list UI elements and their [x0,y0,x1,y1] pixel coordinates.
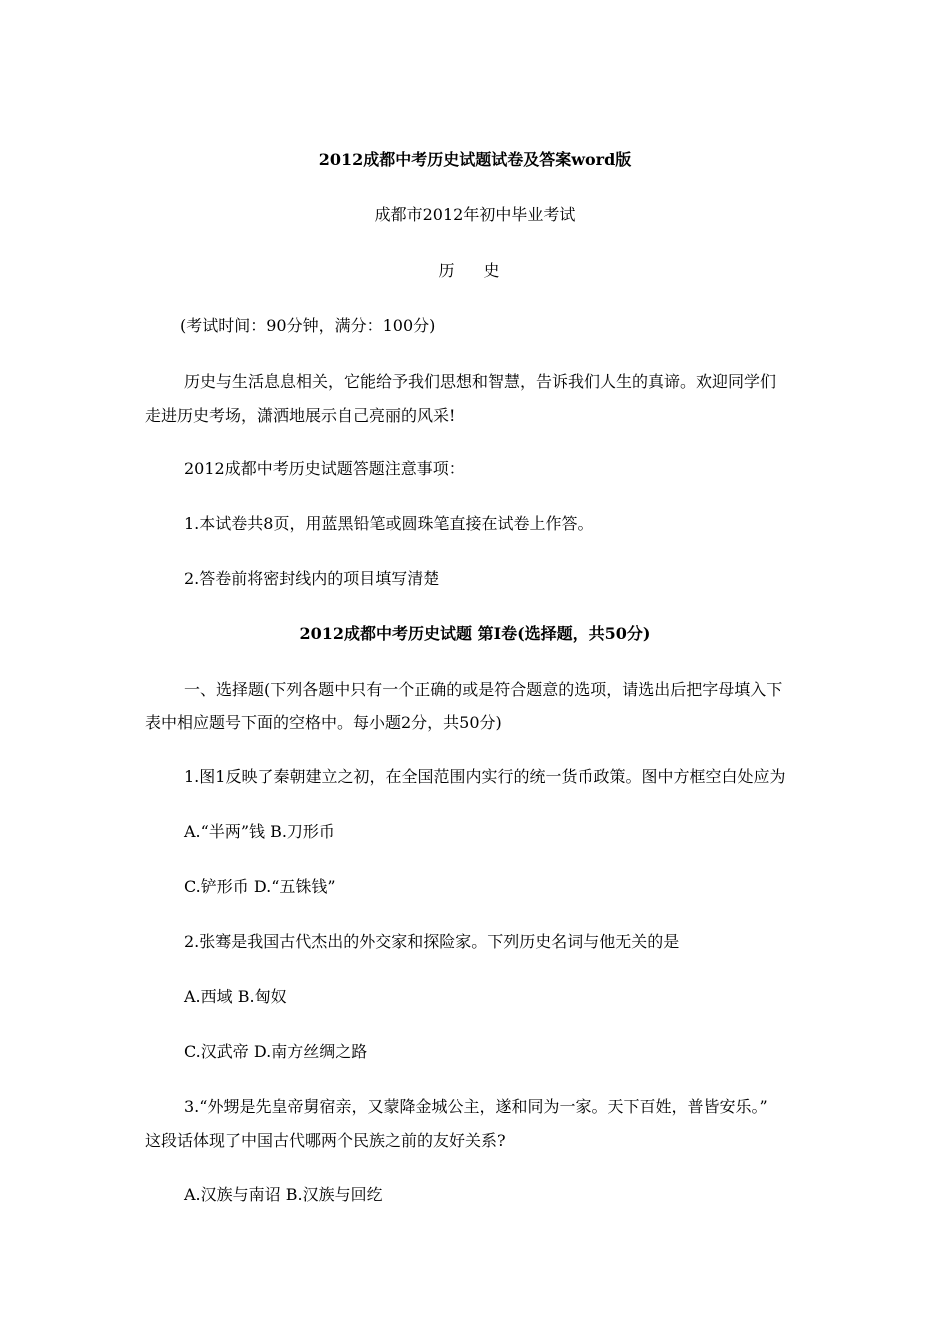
part1-instructions-line-2: 表中相应题号下面的空格中。每小题2分，共50分) [145,713,502,732]
question-2-options-ab: A.西域 B.匈奴 [184,987,287,1006]
intro-paragraph-line-2: 走进历史考场，潇洒地展示自己亮丽的风采! [145,406,456,425]
note-item-1: 1.本试卷共8页，用蓝黑铅笔或圆珠笔直接在试卷上作答。 [184,514,594,533]
exam-subtitle: 成都市2012年初中毕业考试 [374,205,576,224]
question-1-options-cd: C.铲形币 D.“五铢钱” [184,877,336,896]
question-3-options-ab: A.汉族与南诏 B.汉族与回纥 [184,1185,383,1204]
section-title: 2012成都中考历史试题 第Ⅰ卷(选择题，共50分) [299,624,651,643]
note-item-2: 2.答卷前将密封线内的项目填写清楚 [184,569,440,588]
part1-instructions-line-1: 一、选择题(下列各题中只有一个正确的或是符合题意的选项，请选出后把字母填入下 [184,680,783,699]
subject-heading: 历 史 [438,261,512,280]
document-title: 2012成都中考历史试题试卷及答案word版 [318,150,632,169]
question-2-options-cd: C.汉武帝 D.南方丝绸之路 [184,1042,368,1061]
notes-heading: 2012成都中考历史试题答题注意事项： [184,459,465,478]
question-2: 2.张骞是我国古代杰出的外交家和探险家。下列历史名词与他无关的是 [184,932,680,951]
question-3-line-1: 3.“外甥是先皇帝舅宿亲，又蒙降金城公主，遂和同为一家。天下百姓，普皆安乐。” [184,1097,768,1116]
intro-paragraph-line-1: 历史与生活息息相关，它能给予我们思想和智慧，告诉我们人生的真谛。欢迎同学们 [184,372,777,391]
question-1: 1.图1反映了秦朝建立之初，在全国范围内实行的统一货币政策。图中方框空白处应为 [184,767,786,786]
question-3-line-2: 这段话体现了中国古代哪两个民族之前的友好关系? [145,1131,506,1150]
exam-info: (考试时间：90分钟，满分：100分) [180,316,436,335]
question-1-options-ab: A.“半两”钱 B.刀形币 [184,822,335,841]
